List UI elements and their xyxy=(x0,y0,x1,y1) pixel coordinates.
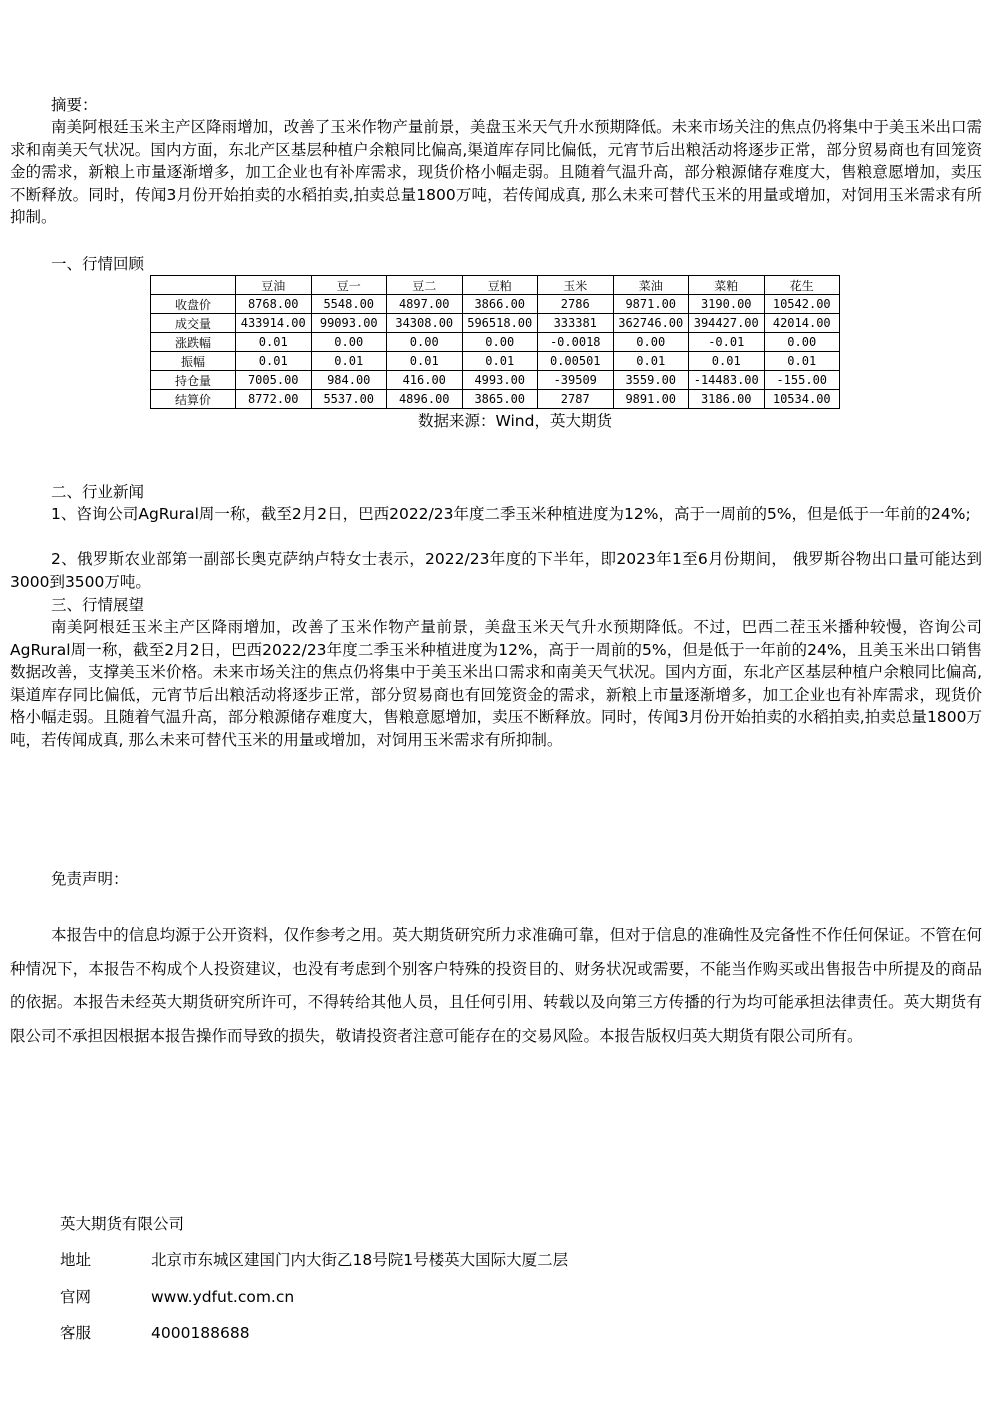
table-row-label: 涨跌幅 xyxy=(151,333,236,352)
table-cell: 2786 xyxy=(538,295,614,314)
table-cell: 10534.00 xyxy=(764,390,840,409)
table-cell: 99093.00 xyxy=(311,314,387,333)
table-header-cell: 菜油 xyxy=(613,276,689,295)
table-cell: 3559.00 xyxy=(613,371,689,390)
table-cell: 9871.00 xyxy=(613,295,689,314)
news-item-1: 1、咨询公司AgRural周一称，截至2月2日，巴西2022/23年度二季玉米种植进度为12%，高于一周前的5%，但是低于一年前的24%; xyxy=(51,505,971,523)
table-cell: -39509 xyxy=(538,371,614,390)
table-cell: 0.00 xyxy=(613,333,689,352)
table-cell: 394427.00 xyxy=(689,314,765,333)
section3-heading: 三、行情展望 xyxy=(51,596,145,614)
market-table-header xyxy=(151,276,840,295)
table-header-corner xyxy=(151,276,236,295)
table-cell: 416.00 xyxy=(387,371,463,390)
table-cell: 0.01 xyxy=(387,352,463,371)
table-row-label: 成交量 xyxy=(151,314,236,333)
table-cell: 0.00 xyxy=(387,333,463,352)
table-header-cell: 豆一 xyxy=(311,276,387,295)
footer-service xyxy=(60,1322,250,1344)
table-cell: 0.01 xyxy=(764,352,840,371)
footer-service-label: 客服 xyxy=(60,1324,92,1342)
table-cell: 596518.00 xyxy=(462,314,538,333)
table-cell: -14483.00 xyxy=(689,371,765,390)
table-cell: 9891.00 xyxy=(613,390,689,409)
table-cell: 3866.00 xyxy=(462,295,538,314)
summary-text: 南美阿根廷玉米主产区降雨增加，改善了玉米作物产量前景，美盘玉米天气升水预期降低。未来市场关注的焦点仍将集中于美玉米出口需求和南美天气状况。国内方面，东北产区基层种植户余粮同比偏高,渠道库存同比偏低，元宵节后出粮活动将逐步正常，部分贸易商也有回笼资金的需求，新粮上市量逐渐增多，加工企业也有补库需求，现货价格小幅走弱。且随着气温升高，部分粮源储存难度大，售粮意愿增加，卖压不断释放。同时，传闻3月份开始拍卖的水稻拍卖,拍卖总量1800万吨，若传闻成真, 那么未来可替代玉米的用量或增加，对饲用玉米需求有所抑制。 xyxy=(10,118,982,226)
table-header-cell: 豆二 xyxy=(387,276,463,295)
table-cell: 0.01 xyxy=(236,333,312,352)
disclaimer-heading: 免责声明： xyxy=(51,870,129,888)
table-cell: 0.01 xyxy=(613,352,689,371)
footer-address-label: 地址 xyxy=(60,1251,92,1269)
table-cell: 3865.00 xyxy=(462,390,538,409)
table-cell: 4993.00 xyxy=(462,371,538,390)
footer-website xyxy=(60,1286,294,1308)
footer-website-label: 官网 xyxy=(60,1288,92,1306)
table-cell: 362746.00 xyxy=(613,314,689,333)
table-header-cell: 豆油 xyxy=(236,276,312,295)
table-cell: 0.01 xyxy=(462,352,538,371)
table-row xyxy=(151,314,840,333)
footer-website-link[interactable]: www.ydfut.com.cn xyxy=(151,1288,295,1306)
table-cell: 3186.00 xyxy=(689,390,765,409)
table-cell: 433914.00 xyxy=(236,314,312,333)
data-source: 数据来源：Wind，英大期货 xyxy=(418,412,612,430)
table-cell: 0.00 xyxy=(311,333,387,352)
table-cell: 984.00 xyxy=(311,371,387,390)
table-cell: 8768.00 xyxy=(236,295,312,314)
table-row xyxy=(151,295,840,314)
table-cell: 42014.00 xyxy=(764,314,840,333)
table-cell: 10542.00 xyxy=(764,295,840,314)
table-cell: 0.01 xyxy=(311,352,387,371)
table-cell: 8772.00 xyxy=(236,390,312,409)
table-cell: 0.00 xyxy=(764,333,840,352)
section2-heading: 二、行业新闻 xyxy=(51,483,145,501)
table-cell: 2787 xyxy=(538,390,614,409)
table-cell: 0.01 xyxy=(689,352,765,371)
news-item-2: 2、俄罗斯农业部第一副部长奥克萨纳卢特女士表示，2022/23年度的下半年，即2023年1至6月份期间， 俄罗斯谷物出口量可能达到3000到3500万吨。 xyxy=(10,550,982,591)
table-cell: -0.01 xyxy=(689,333,765,352)
table-cell: 5537.00 xyxy=(311,390,387,409)
table-cell: 0.00 xyxy=(462,333,538,352)
table-row xyxy=(151,371,840,390)
table-row xyxy=(151,333,840,352)
table-cell: 5548.00 xyxy=(311,295,387,314)
table-cell: 7005.00 xyxy=(236,371,312,390)
table-row xyxy=(151,352,840,371)
footer-address-value: 北京市东城区建国门内大街乙18号院1号楼英大国际大厦二层 xyxy=(151,1251,569,1269)
footer-company: 英大期货有限公司 xyxy=(60,1215,185,1233)
summary-heading: 摘要： xyxy=(51,96,98,114)
footer-address xyxy=(60,1249,568,1271)
outlook-text: 南美阿根廷玉米主产区降雨增加，改善了玉米作物产量前景，美盘玉米天气升水预期降低。不过，巴西二茬玉米播种较慢，咨询公司AgRural周一称，截至2月2日，巴西2022/23年度二季玉米种植进度为12%，高于一周前的5%，但是低于一年前的24%，且美玉米出口销售数据改善，支撑美玉米价格。未来市场关注的焦点仍将集中于美玉米出口需求和南美天气状况。国内方面，东北产区基层种植户余粮同比偏高,渠道库存同比偏低，元宵节后出粮活动将逐步正常，部分贸易商也有回笼资金的需求，新粮上市量逐渐增多，加工企业也有补库需求，现货价格小幅走弱。且随着气温升高，部分粮源储存难度大，售粮意愿增加，卖压不断释放。同时，传闻3月份开始拍卖的水稻拍卖,拍卖总量1800万吨，若传闻成真, 那么未来可替代玉米的用量或增加，对饲用玉米需求有所抑制。 xyxy=(10,618,982,749)
table-cell: 4897.00 xyxy=(387,295,463,314)
table-row-label: 结算价 xyxy=(151,390,236,409)
table-cell: 0.00501 xyxy=(538,352,614,371)
table-cell: 34308.00 xyxy=(387,314,463,333)
table-row-label: 振幅 xyxy=(151,352,236,371)
table-header-cell: 菜粕 xyxy=(689,276,765,295)
table-cell: 0.01 xyxy=(236,352,312,371)
footer-service-phone: 4000188688 xyxy=(151,1324,250,1342)
market-table xyxy=(150,275,840,409)
table-cell: 3190.00 xyxy=(689,295,765,314)
table-row xyxy=(151,390,840,409)
table-cell: -0.0018 xyxy=(538,333,614,352)
disclaimer-text: 本报告中的信息均源于公开资料，仅作参考之用。英大期货研究所力求准确可靠，但对于信息的准确性及完备性不作任何保证。不管在何种情况下，本报告不构成个人投资建议，也没有考虑到个别客户特殊的投资目的、财务状况或需要，不能当作购买或出售报告中所提及的商品的依据。本报告未经英大期货研究所许可，不得转给其他人员，且任何引用、转载以及向第三方传播的行为均可能承担法律责任。英大期货有限公司不承担因根据本报告操作而导致的损失，敬请投资者注意可能存在的交易风险。本报告版权归英大期货有限公司所有。 xyxy=(10,926,982,1045)
table-row-label: 收盘价 xyxy=(151,295,236,314)
table-cell: 4896.00 xyxy=(387,390,463,409)
table-row-label: 持仓量 xyxy=(151,371,236,390)
table-cell: 333381 xyxy=(538,314,614,333)
table-header-cell: 豆粕 xyxy=(462,276,538,295)
table-cell: -155.00 xyxy=(764,371,840,390)
section1-heading: 一、行情回顾 xyxy=(51,255,145,273)
table-header-cell: 花生 xyxy=(764,276,840,295)
table-header-cell: 玉米 xyxy=(538,276,614,295)
